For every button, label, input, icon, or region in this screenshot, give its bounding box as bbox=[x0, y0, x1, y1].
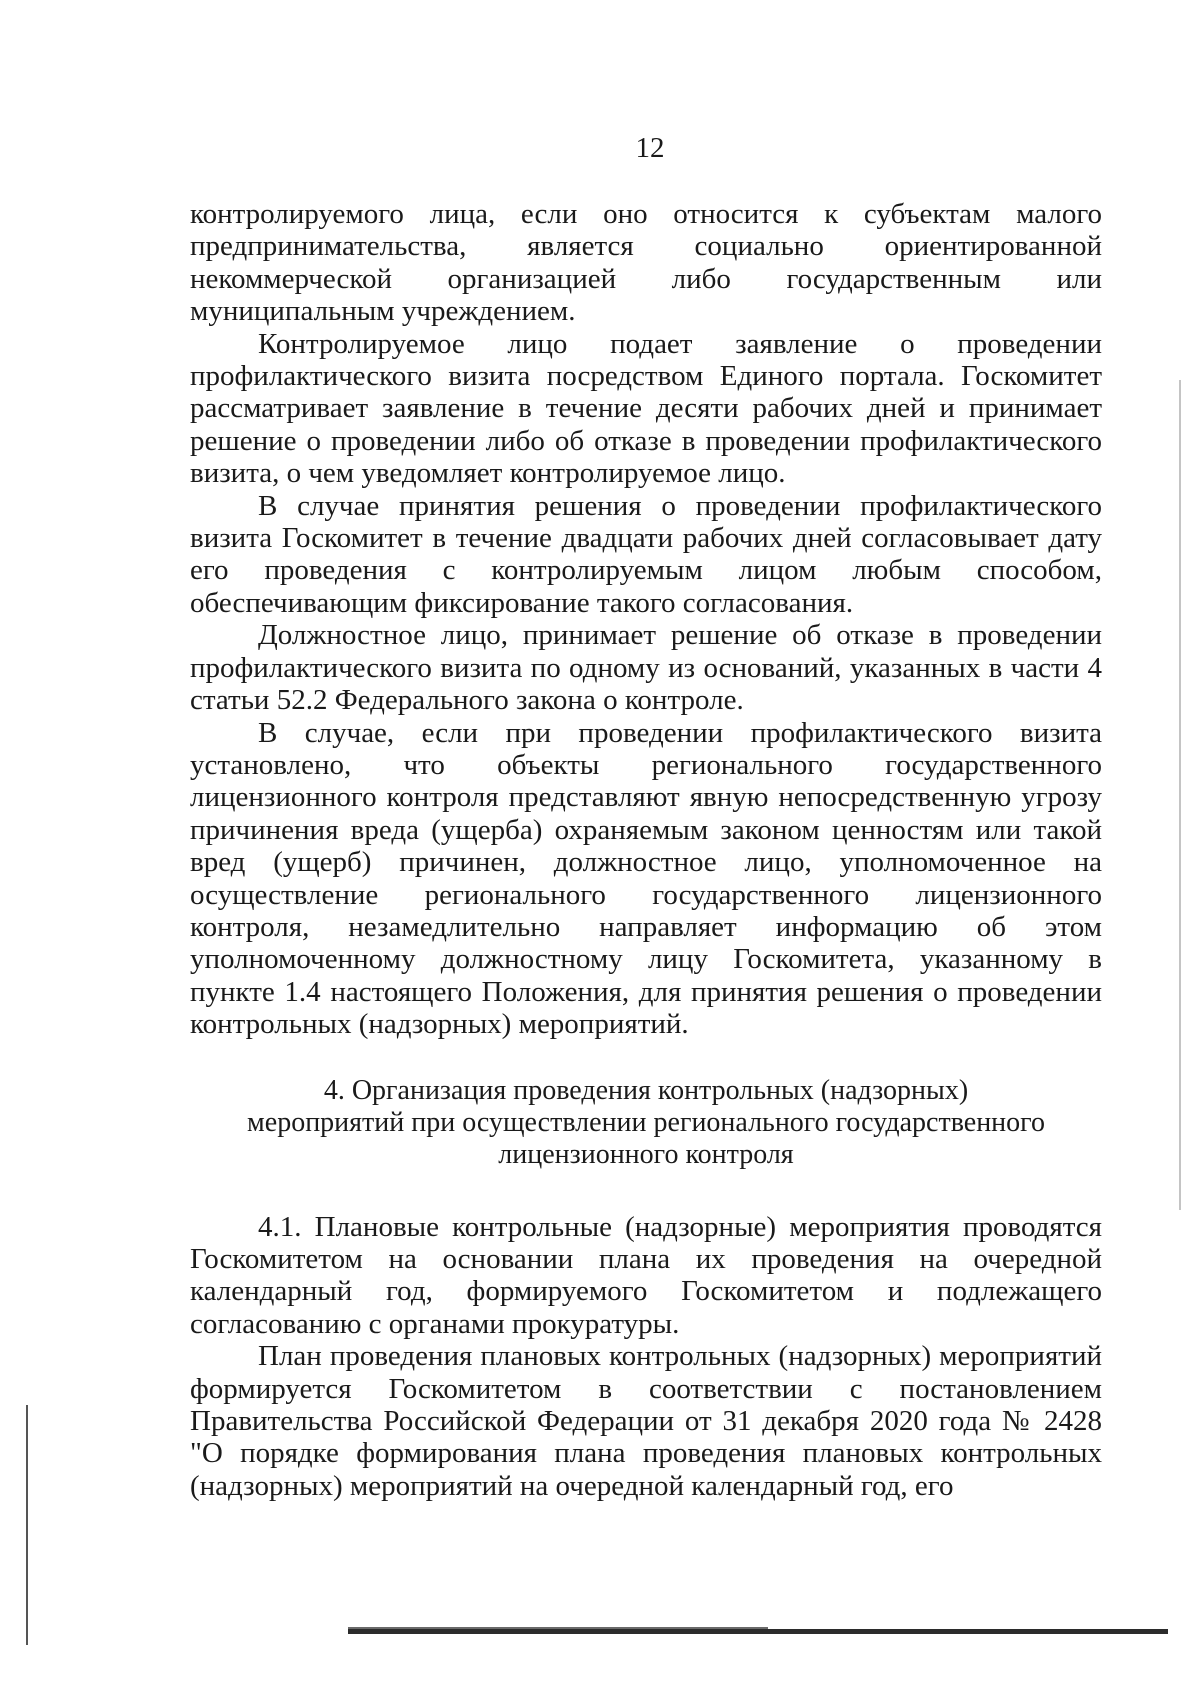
paragraph-continuation: контролируемого лица, если оно относится к субъектам малого предпринимательства, является социально ориентированной некоммерческой организацией либо государственным или муниципальным учреждением. bbox=[190, 198, 1102, 328]
scan-edge-line-right bbox=[1179, 380, 1181, 1210]
paragraph-4-1: 4.1. Плановые контрольные (надзорные) мероприятия проводятся Госкомитетом на основании плана их проведения на очередной календарный год, формируемого Госкомитетом и подлежащего согласованию с органами прокуратуры. bbox=[190, 1210, 1102, 1340]
paragraph-application: Контролируемое лицо подает заявление о проведении профилактического визита посредством Единого портала. Госкомитет рассматривает заявление в течение десяти рабочих дней и принимает решение о проведении либо об отказе в проведении профилактического визита, о чем уведомляет контролируемое лицо. bbox=[190, 327, 1102, 490]
section-4-heading-line-3: лицензионного контроля bbox=[498, 1138, 794, 1170]
paragraph-approval: В случае принятия решения о проведении профилактического визита Госкомитет в течение двадцати рабочих дней согласовывает дату его проведения с контролируемым лицом любым способом, обеспечивающим фиксирование такого согласования. bbox=[190, 489, 1102, 619]
section-4-heading bbox=[190, 1075, 1102, 1171]
section-4-heading-line-2: мероприятий при осуществлении регионального государственного bbox=[247, 1106, 1045, 1138]
paragraph-plan: План проведения плановых контрольных (надзорных) мероприятий формируется Госкомитетом в соответствии с постановлением Правительства Российской Федерации от 31 декабря 2020 года № 2428 "О порядке формирования плана проведения плановых контрольных (надзорных) мероприятий на очередной календарный год, его bbox=[190, 1340, 1102, 1502]
paragraph-threat: В случае, если при проведении профилактического визита установлено, что объекты регионального государственного лицензионного контроля представляют явную непосредственную угрозу причинения вреда (ущерба) охраняемым законом ценностям или такой вред (ущерб) причинен, должностное лицо, уполномоченное на осуществление регионального государственного лицензионного контроля, незамедлительно направляет информацию об этом уполномоченному должностному лицу Госкомитета, указанному в пункте 1.4 настоящего Положения, для принятия решения о проведении контрольных (надзорных) мероприятий. bbox=[190, 716, 1102, 1041]
document-body bbox=[190, 198, 1102, 1502]
paragraph-refusal: Должностное лицо, принимает решение об отказе в проведении профилактического визита по одному из оснований, указанных в части 4 статьи 52.2 Федерального закона о контроле. bbox=[190, 619, 1102, 717]
scan-edge-line-left bbox=[26, 1405, 28, 1645]
section-4-heading-line-1: 4. Организация проведения контрольных (надзорных) bbox=[323, 1074, 969, 1106]
scan-bottom-line bbox=[348, 1629, 1168, 1634]
page-number: 12 bbox=[635, 132, 665, 164]
